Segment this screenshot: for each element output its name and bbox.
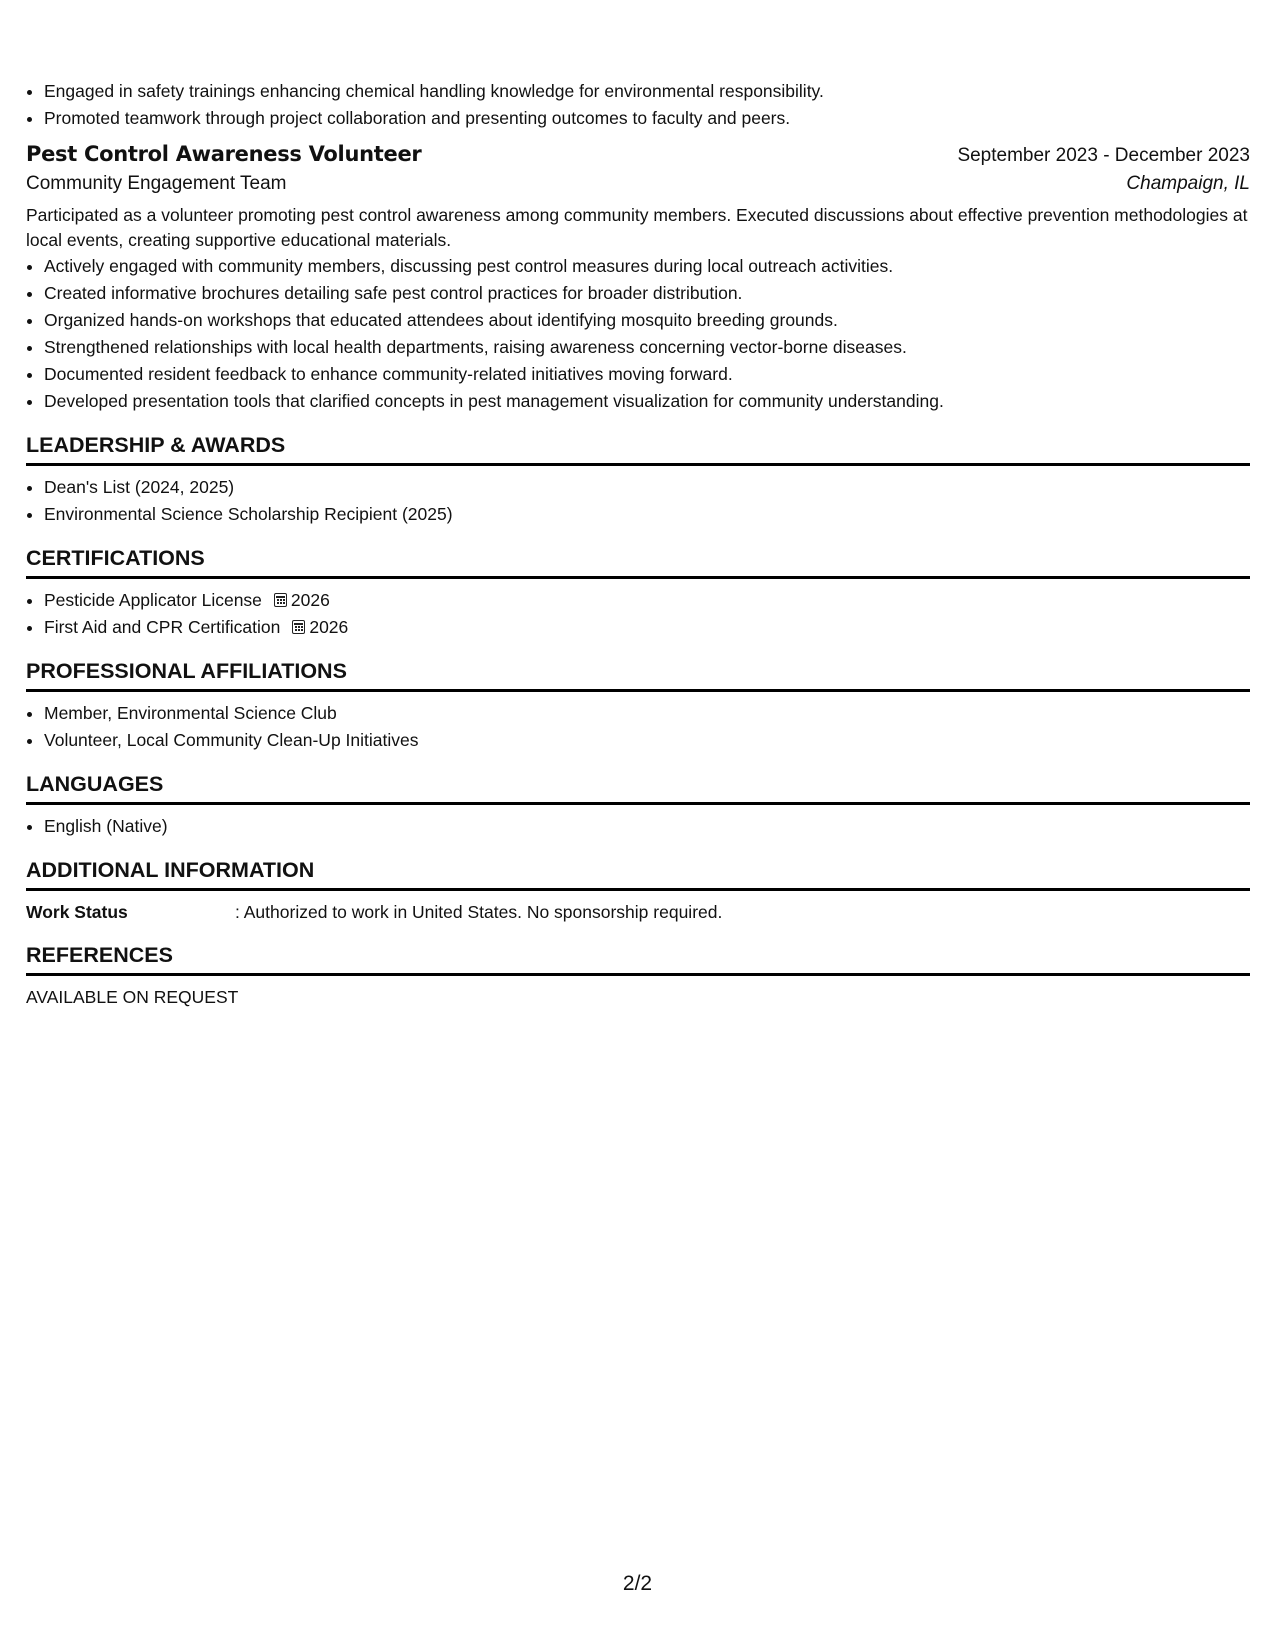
certification-year: 2026 [290, 590, 330, 610]
job-dates: September 2023 - December 2023 [957, 145, 1250, 166]
work-status-value: : Authorized to work in United States. No sponsorship required. [235, 902, 723, 922]
job-organization: Community Engagement Team [26, 173, 287, 194]
section-heading-languages: LANGUAGES [26, 772, 1250, 805]
previous-job-bullets [26, 78, 1250, 132]
list-item: • Developed presentation tools that clarified concepts in pest management visualization for community understanding. [44, 388, 1250, 415]
list-item [44, 587, 1250, 614]
list-item: • Created informative brochures detailing safe pest control practices for broader distribution. [44, 280, 1250, 307]
list-item: • Organized hands-on workshops that educated attendees about identifying mosquito breeding grounds. [44, 307, 1250, 334]
list-item: • Strengthened relationships with local health departments, raising awareness concerning vector-borne diseases. [44, 334, 1250, 361]
references-text: AVAILABLE ON REQUEST [26, 987, 239, 1007]
section-heading-affiliations: PROFESSIONAL AFFILIATIONS [26, 659, 1250, 692]
leadership-list [26, 474, 1250, 528]
work-status-label: Work Status [26, 902, 128, 922]
list-item: • English (Native) [44, 813, 1250, 840]
affiliations-list [26, 700, 1250, 754]
section-heading-additional-info: ADDITIONAL INFORMATION [26, 858, 1250, 891]
list-item: • Member, Environmental Science Club [44, 700, 1250, 727]
list-item: • Volunteer, Local Community Clean-Up Initiatives [44, 727, 1250, 754]
certification-name: First Aid and CPR Certification [44, 617, 281, 637]
section-heading-leadership: LEADERSHIP & AWARDS [26, 433, 1250, 466]
section-heading-certifications: CERTIFICATIONS [26, 546, 1250, 579]
list-item: • Dean's List (2024, 2025) [44, 474, 1250, 501]
certification-year: 2026 [309, 617, 349, 637]
resume-page [26, 78, 1250, 1010]
certification-name: Pesticide Applicator License [44, 590, 262, 610]
list-item: • Documented resident feedback to enhance community-related initiatives moving forward. [44, 361, 1250, 388]
job-subheader [26, 173, 1250, 195]
certifications-list [26, 587, 1250, 641]
calendar-icon [274, 593, 287, 607]
list-item: • Environmental Science Scholarship Recipient (2025) [44, 501, 1250, 528]
work-status-row [26, 899, 1250, 925]
job-location: Champaign, IL [1126, 173, 1250, 194]
languages-list [26, 813, 1250, 840]
job-header [26, 142, 1250, 167]
job-bullets [26, 253, 1250, 415]
job-description: Participated as a volunteer promoting pest control awareness among community members. Executed discussions about effective prevention methodologies at local events, creating supportive educational materials. [26, 205, 1248, 250]
page-number: 2/2 [622, 1572, 653, 1595]
calendar-icon [292, 620, 305, 634]
section-heading-references: REFERENCES [26, 943, 1250, 976]
job-title: Pest Control Awareness Volunteer [26, 142, 422, 166]
list-item: • Engaged in safety trainings enhancing chemical handling knowledge for environmental responsibility. [44, 78, 1250, 105]
list-item: • Promoted teamwork through project collaboration and presenting outcomes to faculty and peers. [44, 105, 1250, 132]
list-item [44, 614, 1250, 641]
list-item: • Actively engaged with community members, discussing pest control measures during local outreach activities. [44, 253, 1250, 280]
